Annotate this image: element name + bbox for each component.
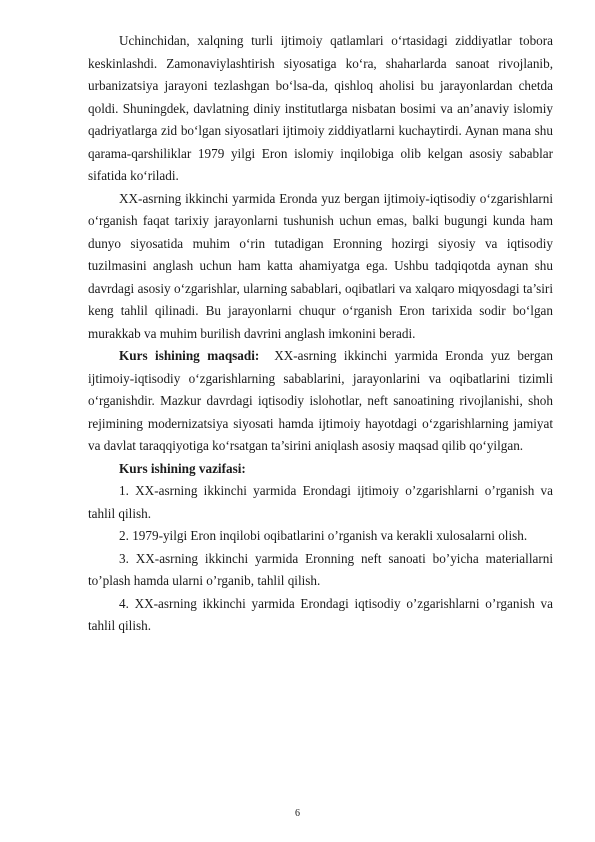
task-item: 4. XX-asrning ikkinchi yarmida Erondagi iqtisodiy o’zgarishlarni o’rganish va tahlil qilish.: [88, 595, 553, 633]
paragraph-course-goal: [88, 345, 553, 458]
task-item: 3. XX-asrning ikkinchi yarmida Eronning neft sanoati bo’yicha materiallarni to’plash hamda ularni o’rganib, tahlil qilish.: [88, 550, 553, 588]
goal-text: XX-asrning ikkinchi yarmida Eronda yuz bergan ijtimoiy-iqtisodiy o‘zgarishlarning sabablarini, jarayonlarini va oqibatlarini tizimli o‘rganishdir. Mazkur davrdagi iqtisodiy islohotlar, neft sanoatining rivojlanishi, shoh rejimining modernizatsiya siyosati hamda ijtimoiy hayotdagi o‘zgarishlarning jamiyat va davlat taraqqiyotiga ko‘rsatgan ta’sirini aniqlash asosiy maqsad qilib qo‘yilgan.: [88, 348, 553, 453]
page-number: 6: [295, 808, 300, 819]
tasks-heading: Kurs ishining vazifasi:: [119, 460, 246, 476]
body-text: [88, 30, 553, 638]
paragraph-intro-contradictions: Uchinchidan, xalqning turli ijtimoiy qatlamlari o‘rtasidagi ziddiyatlar tobora keskinlashdi. Zamonaviylashtirish siyosatiga ko‘ra, shaharlarda sanoat rivojlanib, urbanizatsiya jarayoni tezlashgan bo‘lsa-da, qishloq aholisi bu jarayonlardan chetda qoldi. Shuningdek, davlatning diniy institutlarga nisbatan bosimi va an’anaviy islomiy qadriyatlarga zid bo‘lgan siyosatlari ijtimoiy ziddiyatlarni kuchaytirdi. Aynan mana shu qarama-qarshiliklar 1979 yilgi Eron islomiy inqilobiga olib kelgan asosiy sabablar sifatida ko‘riladi.: [88, 33, 553, 183]
task-item: 2. 1979-yilgi Eron inqilobi oqibatlarini o’rganish va kerakli xulosalarni olish.: [119, 528, 528, 543]
paragraph-research-relevance: XX-asrning ikkinchi yarmida Eronda yuz bergan ijtimoiy-iqtisodiy o‘zgarishlarni o‘rganish faqat tarixiy jarayonlarni tushunish uchun emas, balki bugungi kunda ham dunyo siyosatida muhim o‘rin tutadigan Eronning hozirgi siyosiy va iqtisodiy tuzilmasini anglash uchun ham katta ahamiyatga ega. Ushbu tadqiqotda aynan shu davrdagi asosiy o‘zgarishlar, ularning sabablari, oqibatlari va xalqaro miqyosdagi ta’siri keng tahlil qilinadi. Bu jarayonlarni chuqur o‘rganish Eron tarixida sodir bo‘lgan murakkab va muhim burilish davrini anglash imkonini beradi.: [88, 190, 553, 341]
task-item: 1. XX-asrning ikkinchi yarmida Erondagi ijtimoiy o’zgarishlarni o’rganish va tahlil qilish.: [88, 483, 553, 521]
goal-label: Kurs ishining maqsadi:: [119, 348, 260, 363]
